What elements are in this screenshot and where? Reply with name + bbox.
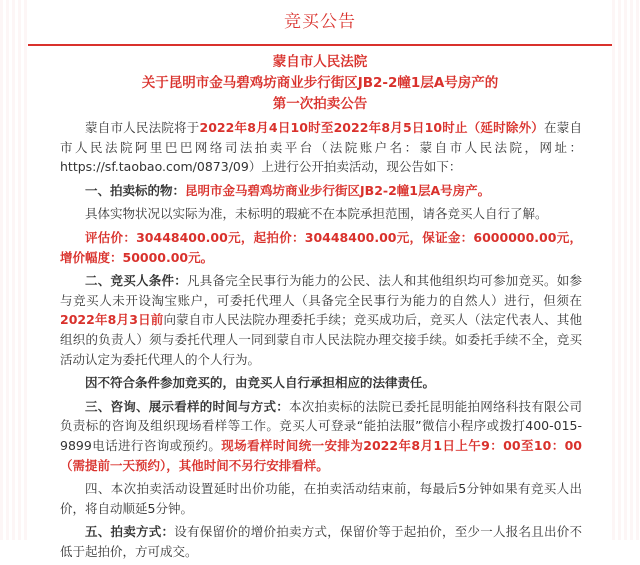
section-5-title: 五、拍卖方式： xyxy=(85,524,175,540)
banner-title: 竞买公告 xyxy=(284,12,356,32)
section-1-note: 具体实物状况以实际为准，未标明的瑕疵不在本院承担范围，请各竞买人自行了解。 xyxy=(85,206,548,222)
section-2 xyxy=(60,271,582,369)
section-2-title: 二、竞买人条件： xyxy=(85,273,187,289)
section-2-warning: 因不符合条件参加竞买的，由竞买人自行承担相应的法律责任。 xyxy=(85,375,436,391)
auction-item: 昆明市金马碧鸡坊商业步行街区JB2-2幢1层A号房产。 xyxy=(185,182,491,198)
intro-paragraph xyxy=(60,118,582,177)
auction-time: 2022年8月4日10时至2022年8月5日10时止（延时除外） xyxy=(199,120,545,135)
announcement-heading xyxy=(40,52,600,115)
property-title: 关于昆明市金马碧鸡坊商业步行街区JB2-2幢1层A号房产的 xyxy=(141,75,499,91)
intro-text-2: 在蒙自市人民法院阿里巴巴网络司法拍卖平台（法院账户名：蒙自市人民法院，网址：https://sf.taobao.com/0873/09）上进行公开拍卖活动，现公告如下： xyxy=(60,120,582,175)
section-2-text-2: 向蒙自市人民法院办理委托手续；竞买成功后，竞买人（法定代表人、其他组织的负责人）须与委托代理人一同到蒙自市人民法院办理交接手续。如委托手续不全，竞买活动认定为委托代理人的个人行为。 xyxy=(60,312,582,367)
banner xyxy=(28,0,612,46)
section-5-text: 设有保留价的增价拍卖方式，保留价等于起拍价，至少一人报名且出价不低于起拍价，方可成交。 xyxy=(60,524,582,559)
left-border-decoration xyxy=(0,0,28,540)
section-2-deadline: 2022年8月3日前 xyxy=(60,312,164,328)
auction-round: 第一次拍卖公告 xyxy=(272,96,368,112)
intro-text-1: 蒙自市人民法院将于 xyxy=(85,120,200,135)
section-3 xyxy=(60,397,582,475)
court-name: 蒙自市人民法院 xyxy=(272,54,368,70)
section-3-title: 三、咨询、展示看样的时间与方式： xyxy=(85,398,289,414)
announcement-body xyxy=(60,118,582,565)
section-4: 四、本次拍卖活动设置延时出价功能，在拍卖活动结束前，每最后5分钟如果有竞买人出价，将自动顺延5分钟。 xyxy=(60,481,582,516)
section-5 xyxy=(60,522,582,561)
section-3-text: 本次拍卖标的法院已委托昆明能拍网络科技有限公司负责标的咨询及组织现场看样等工作。竞买人可登录“能拍法服”微信小程序或拨打400-015-9899电话进行咨询或预约。 xyxy=(60,398,582,453)
section-1 xyxy=(60,181,582,201)
section-1-prices: 评估价：30448400.00元，起拍价：30448400.00元，保证金：6000000.00元，增价幅度：50000.00元。 xyxy=(60,229,582,265)
right-border-decoration xyxy=(612,0,640,540)
section-2-text-1: 凡具备完全民事行为能力的公民、法人和其他组织均可参加竞买。如参与竞买人未开设淘宝账户，可委托代理人（具备完全民事行为能力的自然人）进行，但须在 xyxy=(60,273,582,308)
viewing-time: 现场看样时间统一安排为2022年8月1日上午9：00至10：00（需提前一天预约），其他时间不另行安排看样。 xyxy=(60,437,582,473)
section-1-title: 一、拍卖标的物： xyxy=(85,182,186,198)
